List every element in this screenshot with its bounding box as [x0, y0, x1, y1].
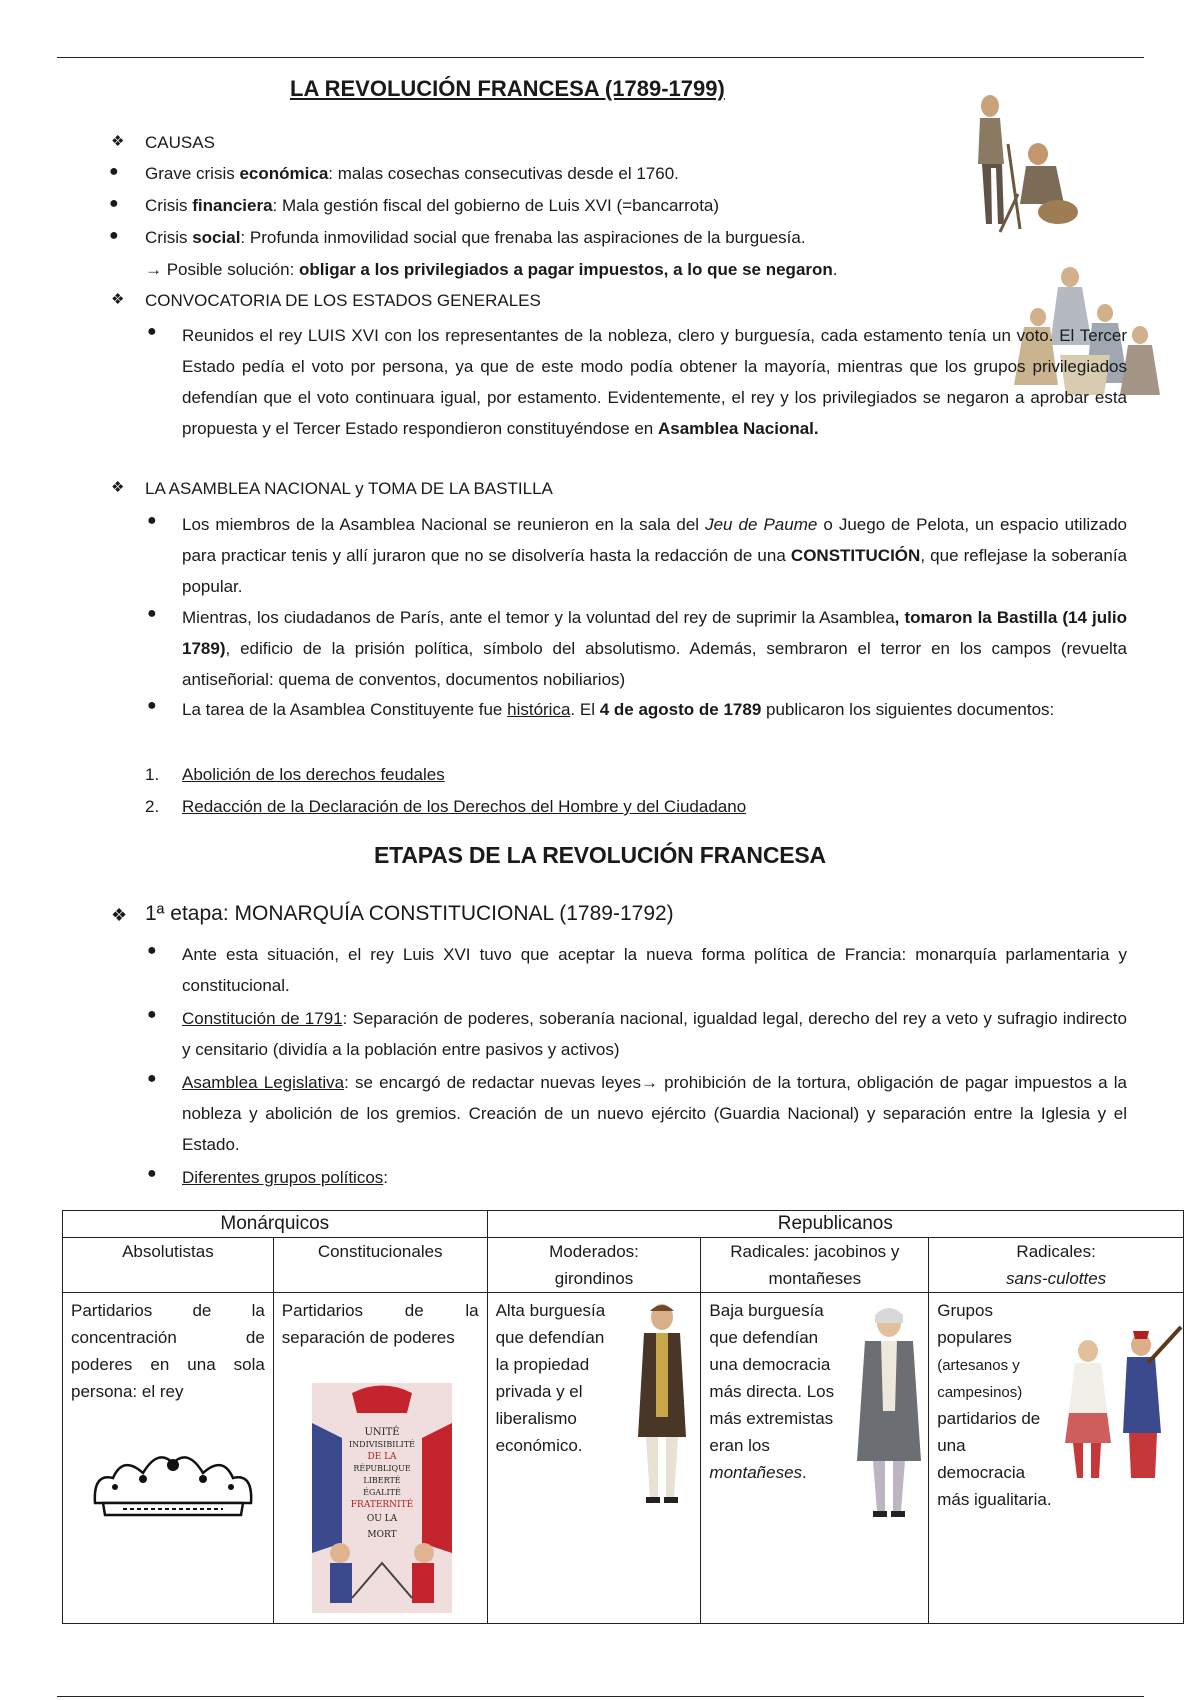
absolutistas-cell: [63, 1293, 274, 1624]
girondinos-cell: [487, 1293, 701, 1624]
bottom-rule: [57, 1696, 1144, 1697]
poster-line: RÉPUBLIQUE: [353, 1464, 411, 1473]
causa-economica: Grave crisis económica: malas cosechas consecutivas desde el 1760.: [145, 164, 679, 183]
girondino-figure: [628, 1297, 700, 1527]
asamblea-paragraph-3: La tarea de la Asamblea Constituyente fue histórica. El 4 de agosto de 1789 publicaron los siguientes documentos:: [182, 700, 1055, 719]
jacobino-figure: [851, 1301, 927, 1531]
poster-line: DE LA: [367, 1452, 397, 1462]
sans-culottes-figures: [1053, 1323, 1183, 1483]
stage-bullet-icon: ❖: [111, 905, 128, 925]
monarquicos-header: Monárquicos: [63, 1211, 488, 1238]
bullet-icon: ●: [109, 227, 119, 244]
stage-1-bullet-1: Ante esta situación, el rey Luis XVI tuvo que aceptar la nueva forma política de Francia: monarquía parlamentaria y constitucional.: [182, 945, 1127, 995]
asamblea-bullet-icon: ❖: [111, 479, 125, 496]
causas-bullet-icon: ❖: [111, 133, 125, 150]
causas-heading: CAUSAS: [145, 133, 215, 152]
list-number: 2.: [145, 797, 160, 816]
sans-culottes-text: Grupos populares (artesanos y campesinos) partidarios de una democracia más igualitaria.: [937, 1301, 1052, 1509]
bullet-icon: ●: [147, 512, 157, 529]
crown-icon: [83, 1443, 263, 1523]
stage-1-bullet-3: Asamblea Legislativa: se encargó de redactar nuevas leyes→ prohibición de la tortura, obligación de pagar impuestos a la nobleza y abolición de los gremios. Creación de un nuevo ejército (Guardia Nacional) y separación entre la Iglesia y el Estado.: [182, 1073, 1127, 1154]
sans-culottes-cell: [929, 1293, 1184, 1624]
bullet-icon: ●: [109, 195, 119, 212]
stage-1-bullet-2: Constitución de 1791: Separación de poderes, soberanía nacional, igualdad legal, derecho del rey a veto y sufragio indirecto y censitario (dividía a la población entre pasivos y activos): [182, 1009, 1127, 1059]
poster-line: MORT: [367, 1530, 397, 1540]
list-item-declaracion: Redacción de la Declaración de los Derechos del Hombre y del Ciudadano: [182, 797, 747, 816]
list-item-abolicion: Abolición de los derechos feudales: [182, 765, 445, 784]
sans-culottes-header: Radicales: sans-culottes: [929, 1238, 1184, 1293]
asamblea-paragraph-1: Los miembros de la Asamblea Nacional se reunieron en la sala del Jeu de Paume o Juego de Pelota, un espacio utilizado para practicar tenis y allí juraron que no se disolvería hasta la redacción de una CONSTITUCIÓN, que reflejase la soberanía popular.: [182, 515, 1127, 596]
convocatoria-heading: CONVOCATORIA DE LOS ESTADOS GENERALES: [145, 291, 541, 310]
revolutionary-poster: [312, 1383, 452, 1613]
poster-line: LIBERTÉ: [363, 1476, 401, 1485]
causa-financiera: Crisis financiera: Mala gestión fiscal del gobierno de Luis XVI (=bancarrota): [145, 196, 720, 215]
bullet-icon: ●: [109, 163, 119, 180]
poster-line: OU LA: [366, 1514, 397, 1524]
top-rule: [57, 57, 1144, 58]
peasants-illustration: [960, 84, 1080, 234]
absolutistas-header: Absolutistas: [63, 1238, 274, 1293]
poster-line: UNITÉ: [364, 1427, 400, 1438]
constitucionales-header: Constitucionales: [273, 1238, 487, 1293]
political-groups-table: [62, 1210, 1184, 1624]
bullet-icon: ●: [147, 1165, 157, 1182]
bullet-icon: ●: [147, 942, 157, 959]
jacobinos-cell: [701, 1293, 929, 1624]
causa-social: Crisis social: Profunda inmovilidad social que frenaba las aspiraciones de la burguesía.: [145, 228, 806, 247]
jacobinos-header: Radicales: jacobinos y montañeses: [701, 1238, 929, 1293]
poster-line: FRATERNITÉ: [350, 1500, 413, 1510]
absolutistas-text: Partidarios de la concentración de poderes en una sola persona: el rey: [71, 1301, 265, 1401]
jacobinos-text: Baja burguesía que defendían una democracia más directa. Los más extremistas eran los montañeses.: [709, 1301, 835, 1482]
asamblea-paragraph-2: Mientras, los ciudadanos de París, ante el temor y la voluntad del rey de suprimir la Asamblea, tomaron la Bastilla (14 julio 1789), edificio de la prisión política, símbolo del absolutismo. Además, sembraron el terror en los campos (revuelta antiseñorial: quema de conventos, documentos nobiliarios): [182, 608, 1127, 689]
etapas-heading: ETAPAS DE LA REVOLUCIÓN FRANCESA: [374, 842, 826, 868]
bullet-icon: ●: [147, 1070, 157, 1087]
bullet-icon: ●: [147, 323, 157, 340]
poster-line: ÉGALITÉ: [362, 1488, 401, 1497]
convocatoria-bullet-icon: ❖: [111, 291, 125, 308]
possible-solution: → Posible solución: obligar a los privilegiados a pagar impuestos, a lo que se negaron.: [145, 260, 838, 279]
page-title: LA REVOLUCIÓN FRANCESA (1789-1799): [290, 76, 725, 101]
girondinos-text: Alta burguesía que defendían la propiedad privada y el liberalismo económico.: [495, 1301, 606, 1455]
republicanos-header: Republicanos: [487, 1211, 1183, 1238]
bullet-icon: ●: [147, 697, 157, 714]
stage-1-bullet-4: Diferentes grupos políticos:: [182, 1168, 389, 1187]
poster-line: INDIVISIBILITÉ: [348, 1440, 415, 1449]
constitucionales-cell: [273, 1293, 487, 1624]
bullet-icon: ●: [147, 605, 157, 622]
asamblea-heading: LA ASAMBLEA NACIONAL y TOMA DE LA BASTILLA: [145, 479, 553, 498]
list-number: 1.: [145, 765, 160, 784]
convocatoria-text: Reunidos el rey LUIS XVI con los representantes de la nobleza, clero y burguesía, cada estamento tenía un voto. El Tercer Estado pedía el voto por persona, ya que de este modo podía obtener la mayoría, mientras que los grupos privilegiados defendían que el voto continuara igual, por estamento. Evidentemente, el rey y los privilegiados se negaron a aprobar esta propuesta y el Tercer Estado respondieron constituyéndose en Asamblea Nacional.: [182, 326, 1127, 438]
girondinos-header: Moderados: girondinos: [487, 1238, 701, 1293]
bullet-icon: ●: [147, 1006, 157, 1023]
stage-1-heading: 1ª etapa: MONARQUÍA CONSTITUCIONAL (1789-1792): [145, 902, 674, 925]
constitucionales-text: Partidarios de la separación de poderes: [281, 1301, 479, 1347]
